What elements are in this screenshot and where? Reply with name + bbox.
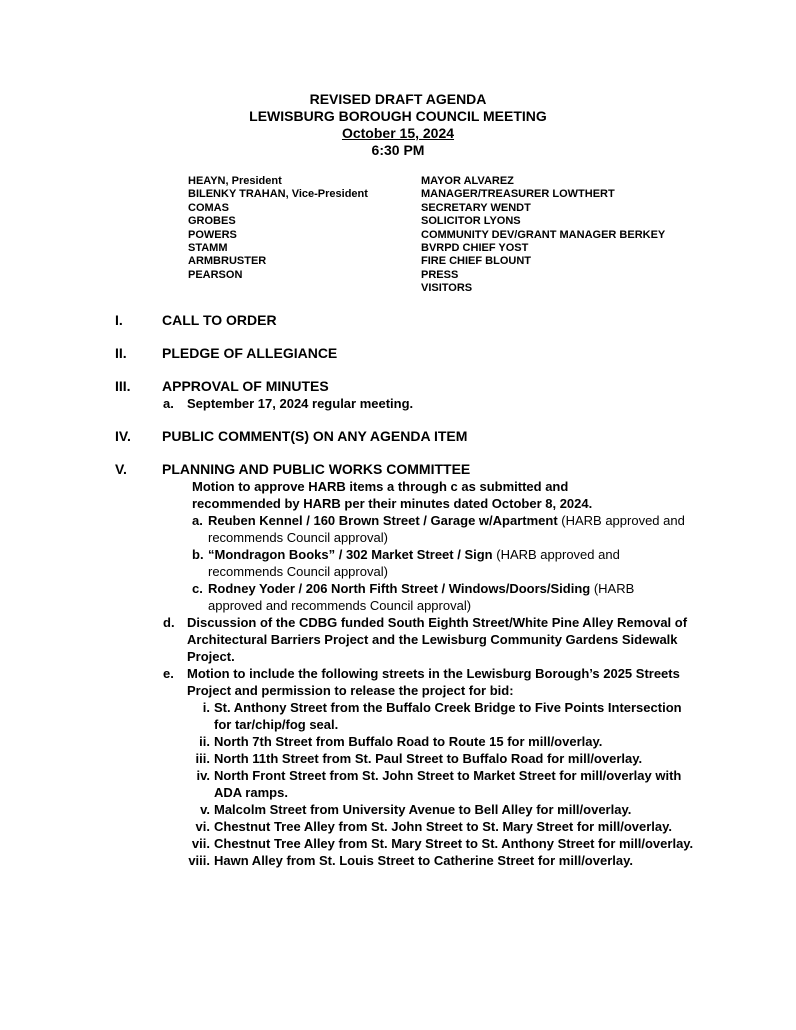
roster-item: BVRPD CHIEF YOST (421, 242, 529, 255)
item-title: PUBLIC COMMENT(S) ON ANY AGENDA ITEM (162, 427, 468, 444)
sub-item-label: a. (163, 395, 174, 411)
harb-approval-note: (HARB approved and recommends Council approval) (208, 512, 685, 545)
sub-item-label: e. (163, 665, 174, 681)
street-list-item (162, 852, 702, 869)
street-list-item (162, 733, 702, 750)
street-item-text: Hawn Alley from St. Louis Street to Catherine Street for mill/overlay. (214, 852, 633, 868)
street-item-text: North 11th Street from St. Paul Street to Buffalo Road for mill/overlay. (214, 750, 643, 766)
agenda-item-planning-committee (115, 461, 796, 869)
agenda-item-pledge (115, 345, 796, 362)
roster-item: FIRE CHIEF BLOUNT (421, 255, 531, 268)
roster-item: BILENKY TRAHAN, Vice-President (188, 188, 368, 201)
roster-item: POWERS (188, 228, 237, 241)
street-list-item (162, 818, 702, 835)
roster-item: HEAYN, President (188, 175, 282, 187)
roster-item: PRESS (421, 268, 459, 281)
street-list-item (162, 699, 702, 733)
street-list-item (162, 801, 702, 818)
sub-item-label: d. (163, 614, 175, 630)
street-item-label: viii. (188, 852, 210, 868)
meeting-time: 6:30 PM (371, 142, 425, 158)
street-item-label: iii. (195, 750, 210, 766)
roster-item: SECRETARY WENDT (421, 201, 531, 214)
street-list (162, 699, 702, 869)
roster-item: STAMM (188, 242, 228, 255)
item-numeral: IV. (115, 427, 131, 444)
meeting-date: October 15, 2024 (341, 125, 455, 141)
item-numeral: III. (115, 377, 131, 394)
streets-motion-item (162, 665, 702, 699)
attendees-section (188, 175, 796, 296)
street-item-text: St. Anthony Street from the Buffalo Creek Bridge to Five Points Intersection for tar/chip/fog seal. (214, 699, 682, 732)
item-title: PLEDGE OF ALLEGIANCE (162, 344, 338, 361)
street-item-label: vi. (195, 818, 210, 834)
street-list-item (162, 767, 702, 801)
sub-item-text (208, 546, 690, 580)
street-item-text: North Front Street from St. John Street to Market Street for mill/overlay with ADA ramps. (214, 767, 682, 800)
harb-motion-text: Motion to approve HARB items a through c as submitted and recommended by HARB per their minutes dated October 8, 2024. (192, 478, 593, 511)
roster-item: GROBES (188, 215, 236, 228)
sub-item-text (208, 512, 690, 546)
item-title: APPROVAL OF MINUTES (162, 377, 329, 394)
agenda-item-public-comments (115, 428, 796, 445)
harb-item-c (192, 580, 702, 614)
item-title: CALL TO ORDER (162, 311, 277, 328)
street-list-item (162, 750, 702, 767)
street-item-label: i. (202, 699, 210, 715)
item-numeral: II. (115, 344, 127, 361)
cdbg-discussion-item (162, 614, 702, 665)
meeting-title: LEWISBURG BOROUGH COUNCIL MEETING (249, 108, 547, 124)
sub-item-label: c. (192, 580, 203, 596)
roster-item: ARMBRUSTER (188, 255, 267, 268)
street-item-label: vii. (191, 835, 210, 851)
street-item-text: Chestnut Tree Alley from St. John Street to St. Mary Street for mill/overlay. (214, 818, 672, 834)
sub-item-label: b. (192, 546, 204, 562)
item-numeral: I. (115, 311, 123, 328)
harb-item-a (192, 512, 702, 546)
officials-roster (421, 175, 665, 296)
harb-item-b (192, 546, 702, 580)
sub-item-text: Motion to include the following streets in the Lewisburg Borough’s 2025 Streets Project and permission to release the project for bid: (187, 665, 680, 698)
agenda-item-call-to-order (115, 312, 796, 329)
agenda-list (0, 312, 796, 869)
item-numeral: V. (115, 460, 127, 477)
harb-approval-note: (HARB approved and recommends Council approval) (208, 580, 635, 613)
street-item-label: ii. (199, 733, 210, 749)
document-title: REVISED DRAFT AGENDA (309, 91, 487, 107)
street-item-text: Malcolm Street from University Avenue to Bell Alley for mill/overlay. (214, 801, 632, 817)
sub-item-label: a. (192, 512, 203, 528)
council-roster (188, 175, 421, 296)
sub-item-text: Discussion of the CDBG funded South Eighth Street/White Pine Alley Removal of Architectural Barriers Project and the Lewisburg Community Gardens Sidewalk Project. (187, 614, 688, 664)
minutes-sub-item (162, 395, 695, 412)
roster-item: SOLICITOR LYONS (421, 215, 521, 228)
roster-item: MAYOR ALVAREZ (421, 175, 514, 187)
roster-item: VISITORS (421, 282, 473, 295)
harb-applicant: Reuben Kennel / 160 Brown Street / Garage w/Apartment (208, 512, 558, 528)
roster-item: MANAGER/TREASURER LOWTHERT (421, 188, 615, 201)
street-item-text: North 7th Street from Buffalo Road to Route 15 for mill/overlay. (214, 733, 603, 749)
item-title: PLANNING AND PUBLIC WORKS COMMITTEE (162, 460, 471, 477)
street-item-text: Chestnut Tree Alley from St. Mary Street to St. Anthony Street for mill/overlay. (214, 835, 694, 851)
sub-item-text (208, 580, 690, 614)
harb-applicant: “Mondragon Books” / 302 Market Street / Sign (208, 546, 493, 562)
roster-item: COMMUNITY DEV/GRANT MANAGER BERKEY (421, 228, 666, 241)
street-item-label: v. (200, 801, 210, 817)
street-list-item (162, 835, 702, 852)
agenda-item-minutes (115, 378, 796, 412)
street-item-label: iv. (196, 767, 210, 783)
document-header (0, 91, 796, 159)
harb-applicant: Rodney Yoder / 206 North Fifth Street / Windows/Doors/Siding (208, 580, 591, 596)
roster-item: PEARSON (188, 268, 243, 281)
sub-item-text: September 17, 2024 regular meeting. (187, 395, 414, 411)
harb-approval-note: (HARB approved and recommends Council approval) (208, 546, 620, 579)
roster-item: COMAS (188, 201, 229, 214)
